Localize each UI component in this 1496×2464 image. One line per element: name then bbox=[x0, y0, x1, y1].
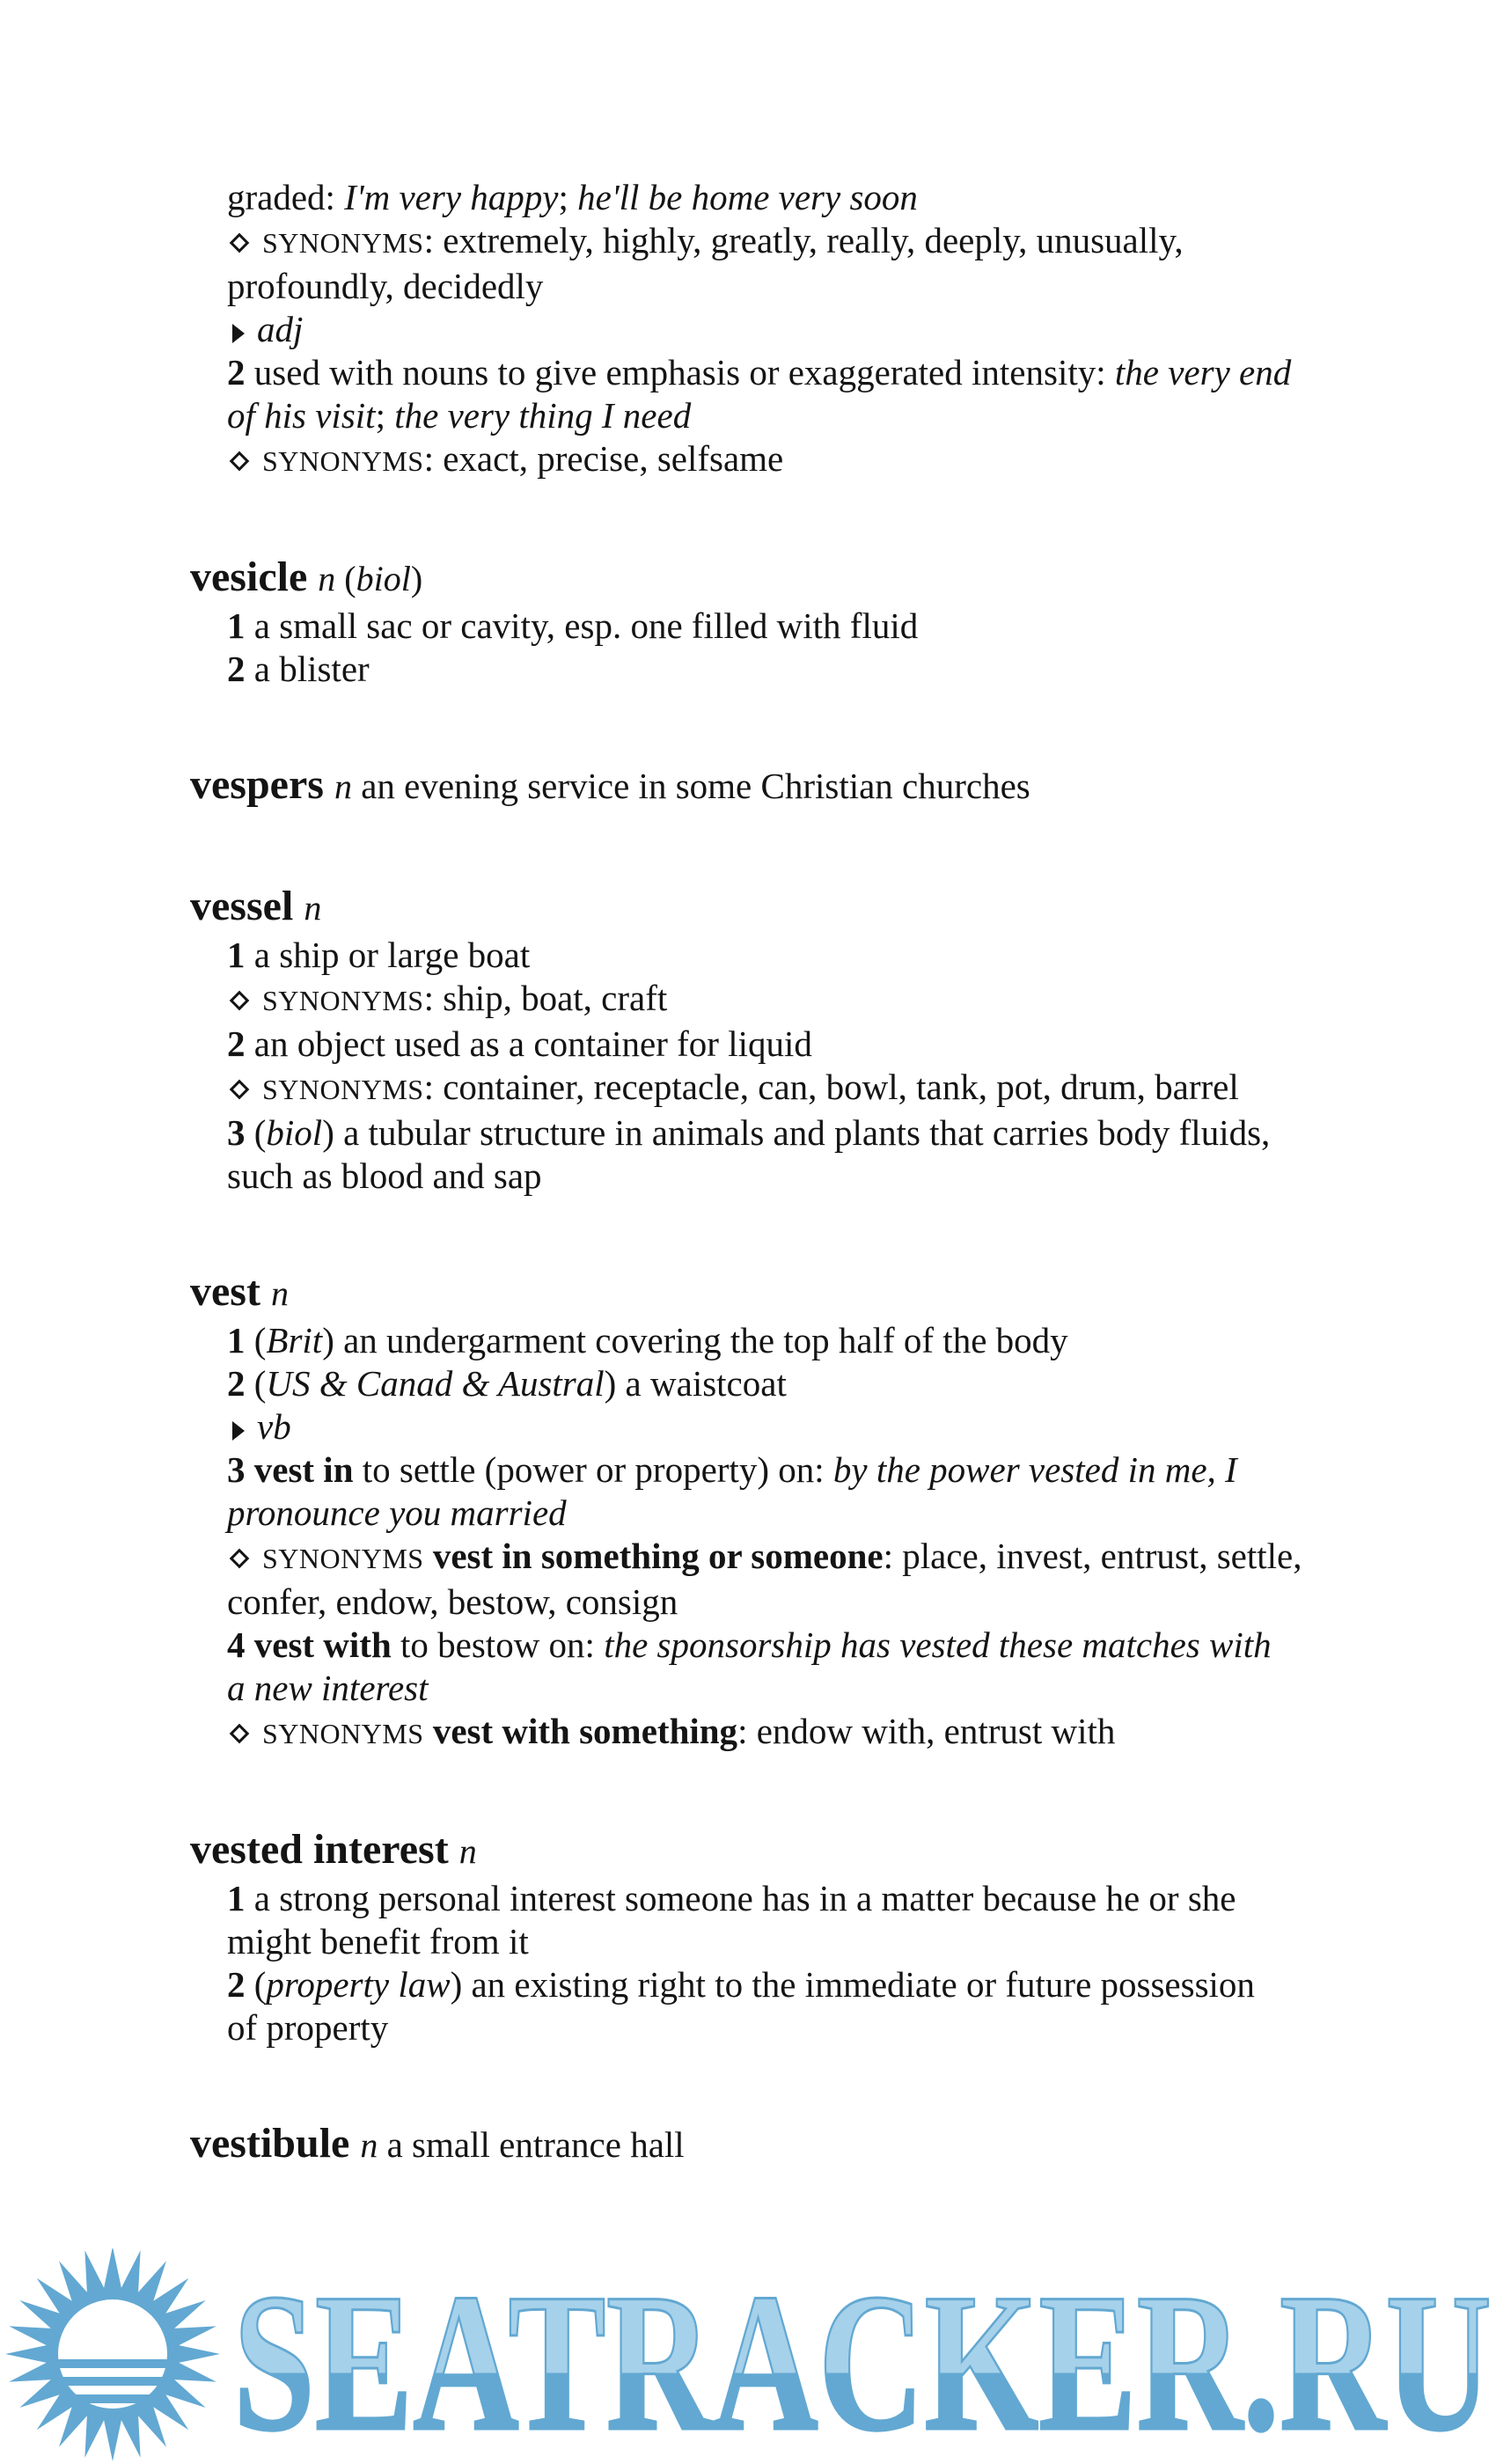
text: ) bbox=[410, 559, 423, 598]
sense-line-cont bbox=[227, 1492, 1334, 1535]
example: pronounce you married bbox=[227, 1492, 567, 1533]
diamond-icon bbox=[230, 232, 250, 253]
definition: a ship or large boat bbox=[245, 935, 531, 975]
text: graded: bbox=[227, 177, 345, 217]
example: the sponsorship has vested these matches with bbox=[604, 1624, 1272, 1665]
sense-number: 1 bbox=[227, 1320, 246, 1360]
sense-line bbox=[227, 934, 1334, 977]
synonyms-list: : place, invest, entrust, settle, bbox=[883, 1536, 1302, 1576]
pos-marker-line bbox=[227, 308, 1334, 351]
sense-line bbox=[227, 1023, 1334, 1066]
sense-line bbox=[227, 1624, 1334, 1667]
diamond-icon bbox=[230, 1079, 250, 1099]
pos-marker-line bbox=[227, 1405, 1334, 1448]
subject-label: biol bbox=[266, 1112, 323, 1153]
sense-number: 3 bbox=[227, 1449, 246, 1490]
diamond-icon bbox=[230, 1548, 250, 1568]
definition: of property bbox=[227, 2007, 389, 2048]
very-usage-line bbox=[227, 176, 1334, 219]
triangle-right-icon bbox=[232, 324, 245, 343]
synonyms-line-cont bbox=[227, 265, 1334, 308]
sense-line bbox=[227, 1111, 1334, 1155]
part-of-speech: n bbox=[360, 2125, 378, 2165]
definition: a strong personal interest someone has in a matter because he or she bbox=[245, 1878, 1236, 1918]
sense-line bbox=[227, 351, 1334, 394]
synonyms-line bbox=[227, 1535, 1334, 1580]
headword-line bbox=[190, 1266, 1334, 1319]
sense-line bbox=[227, 1319, 1334, 1362]
sense-number: 4 bbox=[227, 1624, 246, 1665]
watermark-logo bbox=[0, 2248, 1496, 2464]
definition: an evening service in some Christian churches bbox=[351, 766, 1030, 806]
sense-number: 1 bbox=[227, 935, 246, 975]
sense-line bbox=[227, 605, 1334, 648]
headword-line bbox=[190, 2118, 1334, 2171]
synonyms-list: confer, endow, bestow, consign bbox=[227, 1581, 678, 1622]
example: by the power vested in me, I bbox=[832, 1449, 1237, 1490]
definition: ) a tubular structure in animals and plants that carries body fluids, bbox=[322, 1112, 1271, 1153]
sense-number: 2 bbox=[227, 1964, 246, 2005]
definition: ) an existing right to the immediate or future possession bbox=[450, 1964, 1255, 2005]
diamond-icon bbox=[230, 451, 250, 471]
text: ( bbox=[245, 1320, 267, 1360]
diamond-icon bbox=[230, 1723, 250, 1743]
synonyms-line bbox=[227, 219, 1334, 265]
phrase: vest in bbox=[245, 1449, 354, 1490]
definition: to bestow on: bbox=[391, 1624, 605, 1665]
headword: vespers bbox=[190, 761, 324, 808]
synonyms-list: : container, receptacle, can, bowl, tank, pot, drum, barrel bbox=[423, 1067, 1239, 1107]
headword-line bbox=[190, 881, 1334, 934]
sun-burst-icon bbox=[5, 2248, 220, 2461]
phrase: vest in something or someone bbox=[423, 1536, 884, 1576]
part-of-speech: vb bbox=[257, 1406, 291, 1447]
synonyms-line bbox=[227, 1066, 1334, 1111]
synonyms-label: SYNONYMS bbox=[262, 1718, 424, 1749]
synonyms-label: SYNONYMS bbox=[262, 1543, 424, 1574]
synonyms-line bbox=[227, 1710, 1334, 1756]
subject-label: biol bbox=[356, 559, 411, 598]
definition: a small sac or cavity, esp. one filled with fluid bbox=[245, 605, 919, 646]
text: ; bbox=[558, 177, 578, 217]
definition: to settle (power or property) on: bbox=[353, 1449, 833, 1490]
part-of-speech: n bbox=[334, 766, 352, 806]
example: the very thing I need bbox=[394, 395, 692, 436]
sense-number: 1 bbox=[227, 605, 246, 646]
sense-number: 2 bbox=[227, 1363, 246, 1404]
definition: might benefit from it bbox=[227, 1921, 529, 1962]
sense-number: 3 bbox=[227, 1112, 246, 1153]
headword: vest bbox=[190, 1268, 260, 1315]
synonyms-line bbox=[227, 977, 1334, 1023]
sense-line-cont bbox=[227, 394, 1334, 437]
part-of-speech: n bbox=[270, 1273, 289, 1313]
synonyms-list: : extremely, highly, greatly, really, deeply, unusually, bbox=[423, 220, 1184, 260]
text: ( bbox=[245, 1363, 267, 1404]
diamond-icon bbox=[230, 990, 250, 1010]
definition: a blister bbox=[245, 649, 370, 689]
definition: an object used as a container for liquid bbox=[245, 1023, 812, 1064]
part-of-speech: adj bbox=[257, 309, 304, 349]
headword-line bbox=[190, 759, 1334, 812]
example: the very end bbox=[1114, 352, 1292, 392]
text: ( bbox=[245, 1112, 267, 1153]
definition: ) an undergarment covering the top half of the body bbox=[322, 1320, 1068, 1360]
sense-line bbox=[227, 1362, 1334, 1405]
text: ( bbox=[245, 1964, 267, 2005]
headword-line bbox=[190, 552, 1334, 605]
synonyms-line bbox=[227, 437, 1334, 483]
sense-number: 2 bbox=[227, 649, 246, 689]
definition: a small entrance hall bbox=[378, 2124, 685, 2165]
sense-line-cont bbox=[227, 1667, 1334, 1710]
synonyms-label: SYNONYMS bbox=[262, 445, 424, 477]
sense-number: 1 bbox=[227, 1878, 246, 1918]
headword: vestibule bbox=[190, 2120, 350, 2167]
watermark-text: SEATRACKER.RU bbox=[233, 2252, 1492, 2464]
example: a new interest bbox=[227, 1668, 429, 1708]
synonyms-list: profoundly, decidedly bbox=[227, 266, 544, 306]
definition: ) a waistcoat bbox=[604, 1363, 787, 1404]
dictionary-page bbox=[190, 176, 1334, 2171]
headword-line bbox=[190, 1824, 1334, 1877]
definition: used with nouns to give emphasis or exaggerated intensity: bbox=[245, 352, 1115, 392]
synonyms-list: : ship, boat, craft bbox=[423, 978, 668, 1018]
example: I'm very happy bbox=[344, 177, 559, 217]
example: of his visit bbox=[227, 395, 376, 436]
definition: such as blood and sap bbox=[227, 1155, 542, 1196]
region-label: US & Canad & Austral bbox=[266, 1363, 605, 1404]
synonyms-list: : exact, precise, selfsame bbox=[423, 438, 784, 479]
sense-number: 2 bbox=[227, 1023, 246, 1064]
text: ( bbox=[335, 559, 356, 598]
sense-line bbox=[227, 1448, 1334, 1492]
sense-number: 2 bbox=[227, 352, 246, 392]
part-of-speech: n bbox=[304, 888, 322, 928]
synonyms-label: SYNONYMS bbox=[262, 227, 424, 259]
synonyms-list: : endow with, entrust with bbox=[737, 1711, 1116, 1751]
sense-line bbox=[227, 648, 1334, 691]
synonyms-label: SYNONYMS bbox=[262, 1074, 424, 1105]
phrase: vest with bbox=[245, 1624, 392, 1665]
headword: vested interest bbox=[190, 1826, 449, 1873]
part-of-speech: n bbox=[458, 1831, 477, 1871]
sense-line bbox=[227, 1877, 1334, 1920]
sense-line bbox=[227, 1963, 1334, 2006]
subject-label: property law bbox=[266, 1964, 451, 2005]
headword: vessel bbox=[190, 883, 294, 929]
triangle-right-icon bbox=[232, 1421, 245, 1441]
sense-line-cont bbox=[227, 1920, 1334, 1963]
region-label: Brit bbox=[266, 1320, 323, 1360]
headword: vesicle bbox=[190, 554, 308, 600]
sense-line-cont bbox=[227, 2006, 1334, 2050]
example: he'll be home very soon bbox=[577, 177, 918, 217]
phrase: vest with something bbox=[423, 1711, 738, 1751]
synonyms-line-cont bbox=[227, 1580, 1334, 1624]
text: ; bbox=[375, 395, 395, 436]
synonyms-label: SYNONYMS bbox=[262, 985, 424, 1016]
part-of-speech: n bbox=[318, 559, 336, 598]
sense-line-cont bbox=[227, 1155, 1334, 1198]
